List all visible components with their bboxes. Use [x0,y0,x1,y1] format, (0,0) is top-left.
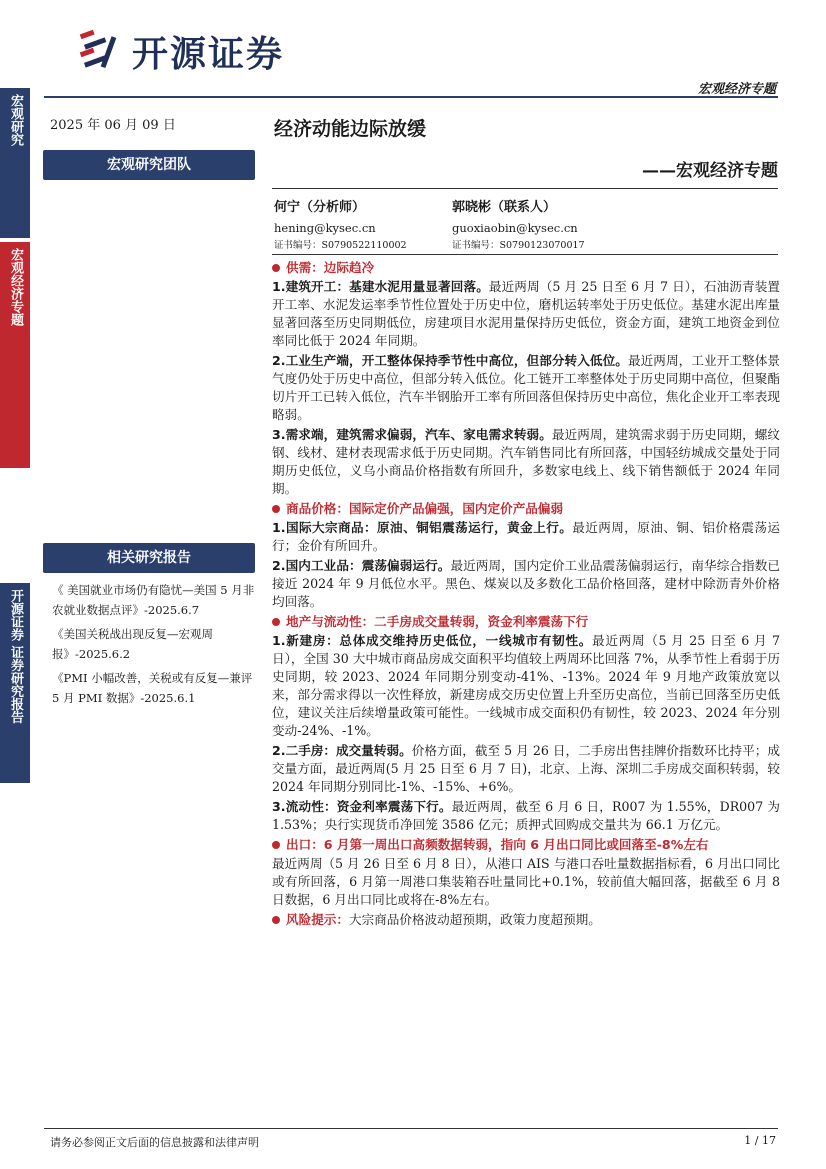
report-date: 2025 年 06 月 09 日 [50,118,176,133]
body-paragraph [272,855,780,909]
risk-warning [272,911,780,929]
author-cert: 证书编号：S0790123070017 [452,240,585,251]
paragraph-lead: 2.工业生产端，开工整体保持季节性中高位，但部分转入低位。 [272,353,628,368]
related-report-item[interactable]: 《PMI 小幅改善，关税或有反复—兼评 5 月 PMI 数据》-2025.6.1 [52,671,253,705]
author-name: 郭晓彬（联系人） [452,200,557,215]
author-divider [272,254,778,255]
side-tab-text: 宏观研究 [8,94,23,146]
body-paragraph [272,278,780,350]
team-label: 宏观研究团队 [43,150,255,180]
report-subtitle: ——宏观经济专题 [642,161,778,181]
body-paragraph [272,557,780,611]
body-paragraph [272,519,780,555]
author-name: 何宁（分析师） [274,200,366,215]
bullet-dot-icon [272,916,280,924]
section-heading [272,259,780,277]
body-paragraph [272,632,780,740]
paragraph-text: 最近两周，国内定价工业品震荡偏弱运行，南华综合指数已接近 2024 年 9 月低位水平。黑色、煤炭以及多数化工品价格回落，建材中除沥青外价格均回落。 [272,558,780,609]
risk-label: 风险提示： [286,912,349,927]
body-paragraph [272,798,780,834]
bullet-dot-icon [272,841,280,849]
paragraph-text: 最近两周，原油、铜、铝价格震荡运行；金价有所回升。 [272,520,781,553]
paragraph-lead: 2.二手房：成交量转弱。 [272,743,412,758]
section-heading [272,613,780,631]
paragraph-text: 最近两周（5 月 25 日至 6 月 7 日），石油沥青装置开工率、水泥发运率季节性位置处于历史中位，磨机运转率处于历史低位。基建水泥出库量显著回落至历史同期低位，房建项目水泥用量保持历史低位，资金方面，建筑工地资金到位率同比低于 2024 年同期。 [272,279,780,348]
paragraph-text: 最近两周，工业开工整体景气度仍处于历史中高位，但部分转入低位。化工链开工率整体处于历史同期中高位，但聚酯切片开工已转入低位，汽车半钢胎开工率有所回落但保持历史中高位，焦化企业开工率表现略弱。 [272,353,781,422]
related-report-item[interactable]: 《 美国就业市场仍有隐忧—美国 5 月非农就业数据点评》-2025.6.7 [52,583,255,617]
report-series: 宏观经济专题 [697,82,776,97]
bullet-dot-icon [272,264,280,272]
author-block [274,200,407,254]
paragraph-lead: 1.建筑开工：基建水泥用量显著回落。 [272,279,489,294]
side-tab-macro-topic [0,242,30,468]
section-heading-text: 地产与流动性：二手房成交量转弱，资金利率震荡下行 [286,614,589,629]
section-heading [272,500,780,518]
author-email[interactable]: guoxiaobin@kysec.cn [452,221,578,235]
risk-bullet [272,916,286,924]
report-title: 经济动能边际放缓 [274,118,427,140]
paragraph-lead: 3.需求端，建筑需求偏弱，汽车、家电需求转弱。 [272,427,552,442]
author-email[interactable]: hening@kysec.cn [274,221,376,235]
paragraph-lead: 3.流动性：资金利率震荡下行。 [272,799,452,814]
section-heading [272,836,780,854]
report-body [272,258,780,929]
paragraph-lead: 1.新建房：总体成交维持历史低位，一线城市有韧性。 [272,633,593,648]
side-tab-text: 开源证券 证券研究报告 [8,589,23,724]
section-heading-text: 供需：边际趋冷 [286,260,375,275]
paragraph-text: 最近两周（5 月 25 日至 6 月 7 日），全国 30 大中城市商品房成交面积平均值较上两周环比回落 7%，从季节性上看弱于历史同期，较 2023、2024 年同期分别变动-41%、-13%。2024 年 9 月地产政策放宽以来，部分需求得以一次性释放，新建房成交历史位置上升至历史高位，当前已回落至历史低位，建议关注后续增量政策可能性。一线城市成交面积仍有韧性，较 2023、2024 年分别变动-24%、-1%。 [272,633,780,738]
paragraph-text: 最近两周，建筑需求弱于历史同期，螺纹钢、线材、建材表现需求低于历史同期。汽车销售同比有所回落，中国轻纺城成交量处于同期历史低位，义乌小商品价格指数有所回升，多数家电线上、线下销售额低于 2024 年同期。 [272,427,781,496]
page-number: 1 / 17 [744,1134,776,1147]
related-reports-list [52,580,262,712]
side-tab-kysec-report [0,583,30,783]
bullet-dot-icon [272,505,280,513]
paragraph-text: 最近两周，截至 6 月 6 日，R007 为 1.55%，DR007 为 1.53%；央行实现货币净回笼 3586 亿元；质押式回购成交量共为 66.1 万亿元。 [272,799,780,832]
logo-text: 开源证券 [132,33,285,75]
bullet-dot-icon [272,618,280,626]
side-tab-macro-research [0,88,30,238]
footer-disclaimer: 请务必参阅正文后面的信息披露和法律声明 [50,1136,259,1149]
side-tab-text: 宏观经济专题 [8,248,23,326]
author-block [452,200,585,254]
company-logo [76,26,284,76]
section-heading-text: 商品价格：国际定价产品偏强，国内定价产品偏弱 [286,501,564,516]
related-reports-label: 相关研究报告 [43,543,255,573]
paragraph-lead: 2.国内工业品：震荡偏弱运行。 [272,558,451,573]
paragraph-text: 价格方面，截至 5 月 26 日，二手房出售挂牌价指数环比持平；成交量方面，最近两周(5 月 25 日至 6 月 7 日)，北京、上海、深圳二手房成交面积转弱，较 2024 年同期分别同比-1%、-15%、+6%。 [272,743,780,794]
section-heading-text: 出口：6 月第一周出口高频数据转弱，指向 6 月出口同比或回落至-8%左右 [286,837,709,852]
paragraph-lead: 1.国际大宗商品：原油、铜铝震荡运行，黄金上行。 [272,520,573,535]
header-divider [44,96,778,98]
body-paragraph [272,426,780,498]
kaiyuan-logo-icon [76,28,126,74]
body-paragraph [272,352,780,424]
body-paragraph [272,742,780,796]
title-divider [272,188,778,189]
risk-text: 大宗商品价格波动超预期，政策力度超预期。 [348,912,601,927]
author-cert: 证书编号：S0790522110002 [274,240,407,251]
related-report-item[interactable]: 《美国关税战出现反复—宏观周报》-2025.6.2 [52,627,213,661]
paragraph-text: 最近两周（5 月 26 日至 6 月 8 日），从港口 AIS 与港口吞吐量数据指标看，6 月出口同比或有所回落，6 月第一周港口集装箱吞吐量同比+0.1%，较前值大幅回落，据截至 6 月 8 日数据，6 月出口同比或将在-8%左右。 [272,856,780,907]
footer-divider [44,1128,778,1129]
